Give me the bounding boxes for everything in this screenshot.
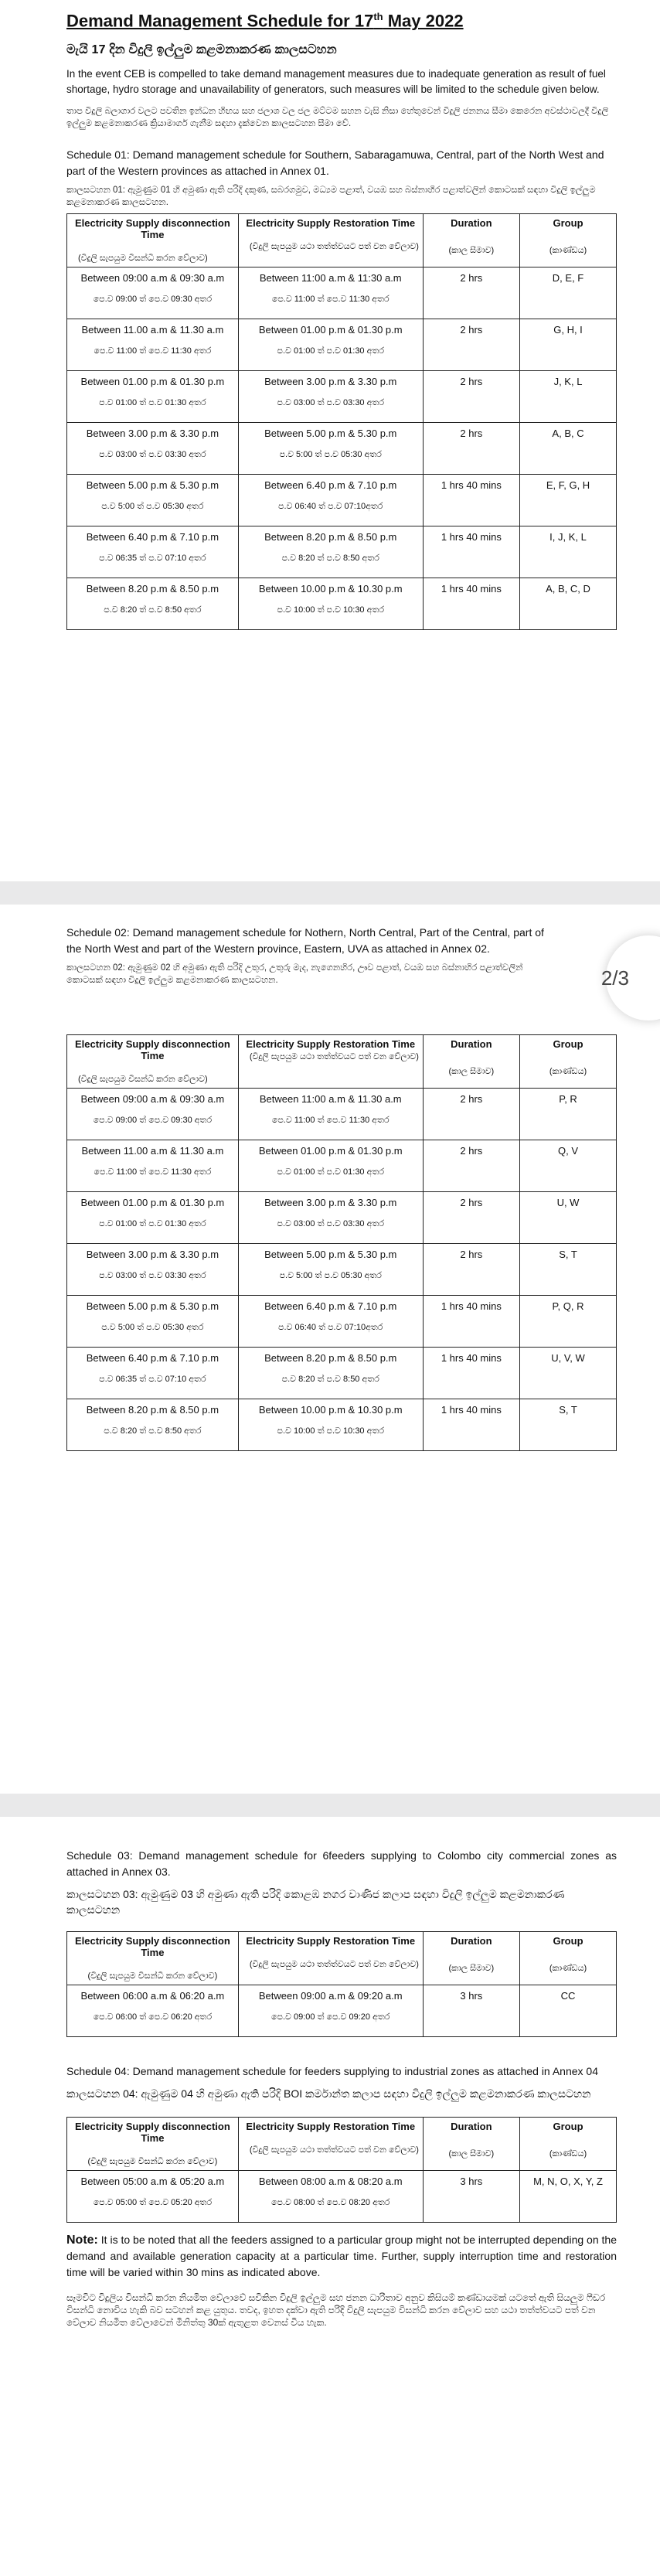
duration-cell-text: 2 hrs [460,1197,483,1208]
restore-cell-text: Between 3.00 p.m & 3.30 p.m [264,376,397,388]
schedule-2-heading-sinhala: කාලසටහන 02: ඇමුණුම 02 හි අමුණා ඇති පරිදි උතුර, උතුරු මැද, නැගෙනහිර, ඌව පළාත්, වයඹ සහ බස්නාහිර පළාත්වලින් කොටසක් සඳහා විදුලි ඉල්ලුම කළමනාකරණ කාලසටහන. [66,963,523,985]
group-cell [520,319,617,371]
disconnect-cell-text: Between 6.40 p.m & 7.10 p.m [86,1352,219,1364]
restore-cell [238,319,423,371]
duration-cell-text: 1 hrs 40 mins [441,479,502,492]
restore-cell-text: Between 10.00 p.m & 10.30 p.m [258,583,403,595]
disconnect-cell-sinhala: ප.ව 01:00 ත් ප.ව 01:30 අතර [99,1219,206,1228]
disconnect-cell-text: Between 01.00 p.m & 01.30 p.m [80,376,225,388]
disconnect-cell [67,1348,239,1399]
schedule-2-table [66,1034,617,1451]
schedule-3-heading-sinhala: කාලසටහන 03: ඇමුණුම 03 හි අමුණා ඇති පරිදි කොළඹ නගර වාණිජ කලාප සඳහා විදුලි ඉල්ලුම කළමනාකරණ කාලසටහන [66,1888,565,1916]
note-label: Note: [66,2234,98,2247]
disconnect-cell-sinhala: ප.ව 5:00 ත් ප.ව 05:30 අතර [101,1323,204,1332]
group-cell [520,1296,617,1348]
restore-cell-sinhala: පෙ.ව 09:00 ත් පෙ.ව 09:20 අතර [271,2012,390,2022]
disconnect-cell-text: Between 01.00 p.m & 01.30 p.m [80,1197,225,1208]
disconnect-cell-text: Between 09:00 a.m & 09:30 a.m [80,1093,225,1105]
disconnect-cell-text: Between 09:00 a.m & 09:30 a.m [80,272,225,285]
group-cell-text: U, W [556,1197,580,1208]
schedule-4-heading: Schedule 04: Demand management schedule for feeders supplying to industrial zones as attached in Annex 04 [66,2065,598,2077]
group-cell-text: A, B, C, D [546,583,590,595]
header-group: Group (කාණ්ඩය) [520,214,617,267]
table-row [67,1192,617,1244]
duration-cell [423,1089,519,1140]
intro-sinhala: තාප විදුලි බලාගාර වලට පවතින ඉන්ධන හිඟය සහ ජලාශ වල ජල මට්ටම සහන වැසි නිසා හේතුවෙන් විදුලි ජනනය සීමා කෙරෙන අවස්ථාවලදී විදුලි ඉල්ලුම කළමනාකරණ ක්‍රියාමාර්ග ගැනීම සඳහා දැක්වෙන කාලසටහන සීමා වේ. [66,107,609,129]
restore-cell-text: Between 6.40 p.m & 7.10 p.m [264,479,397,492]
disconnect-cell-text: Between 05:00 a.m & 05:20 a.m [80,2176,225,2187]
schedule-4-body [67,2171,617,2223]
page-2-content [66,1030,617,1451]
duration-cell-text: 2 hrs [460,272,483,285]
restore-cell-sinhala: පෙ.ව 11:00 ත් පෙ.ව 11:30 අතර [271,295,390,305]
duration-cell [423,1296,519,1348]
disconnect-cell-sinhala: ප.ව 01:00 ත් ප.ව 01:30 අතර [99,398,206,408]
note-paragraph [66,2232,617,2281]
duration-cell-text: 1 hrs 40 mins [441,583,502,595]
disconnect-cell [67,1399,239,1451]
table-row [67,1089,617,1140]
restore-cell-sinhala: ප.ව 03:00 ත් ප.ව 03:30 අතර [277,1219,384,1228]
restore-cell [238,1399,423,1451]
table-row [67,1399,617,1451]
group-cell-text: CC [560,1990,576,2002]
duration-cell-text: 2 hrs [460,1249,483,1260]
restore-cell [238,371,423,423]
disconnect-cell-sinhala: ප.ව 06:35 ත් ප.ව 07:10 අතර [99,554,206,564]
header-disconnect: Electricity Supply disconnection Time (විදුලි සැපයුම විසන්ධි කරන වේලාව) [67,2118,239,2171]
group-cell [520,2171,617,2223]
header-restore: Electricity Supply Restoration Time (විදුලි සැපයුම යථා තත්ත්වයට පත් වන වේලාව) [238,1932,423,1985]
disconnect-cell [67,267,239,319]
duration-cell [423,1399,519,1451]
duration-cell-text: 2 hrs [460,1093,483,1105]
restore-cell-text: Between 6.40 p.m & 7.10 p.m [264,1300,397,1312]
schedule-3-body [67,1985,617,2037]
table-row [67,267,617,319]
disconnect-cell [67,371,239,423]
schedule-2-body [67,1089,617,1451]
disconnect-cell-text: Between 3.00 p.m & 3.30 p.m [86,1249,219,1260]
duration-cell [423,1140,519,1192]
duration-cell [423,2171,519,2223]
table-row [67,578,617,630]
page-2-heading [66,925,546,986]
disconnect-cell [67,1985,239,2037]
table-row [67,526,617,578]
group-cell [520,526,617,578]
group-cell-text: S, T [559,1404,577,1416]
duration-cell [423,371,519,423]
restore-cell-text: Between 09:00 a.m & 09:20 a.m [258,1990,403,2002]
duration-cell [423,475,519,526]
duration-cell-text: 2 hrs [460,428,483,440]
group-cell-text: J, K, L [553,376,583,388]
disconnect-cell-sinhala: පෙ.ව 09:00 ත් පෙ.ව 09:30 අතර [93,295,213,305]
restore-cell-text: Between 10.00 p.m & 10.30 p.m [258,1404,403,1416]
group-cell [520,423,617,475]
disconnect-cell-sinhala: පෙ.ව 09:00 ත් පෙ.ව 09:30 අතර [93,1116,213,1125]
duration-cell [423,526,519,578]
restore-cell [238,526,423,578]
restore-cell [238,475,423,526]
restore-cell [238,423,423,475]
duration-cell [423,1348,519,1399]
group-cell-text: P, Q, R [552,1300,584,1312]
restore-cell-text: Between 8.20 p.m & 8.50 p.m [264,1352,397,1364]
group-cell-text: P, R [559,1093,577,1105]
document-page-3 [0,1817,660,2576]
group-cell [520,1244,617,1296]
table-row [67,475,617,526]
disconnect-cell [67,1089,239,1140]
group-cell-text: E, F, G, H [546,479,590,492]
restore-cell [238,578,423,630]
group-cell [520,578,617,630]
restore-cell-text: Between 01.00 p.m & 01.30 p.m [258,324,403,336]
duration-cell-text: 1 hrs 40 mins [441,1352,502,1364]
restore-cell [238,1244,423,1296]
schedule-4-heading-sinhala: කාලසටහන 04: ඇමුණුම 04 හි අමුණා ඇති පරිදි BOI කර්මාන්ත කලාප සඳහා විදුලි ඉල්ලුම කළමනාකරණ කාලසටහන [66,2087,591,2100]
table-row [67,1985,617,2037]
duration-cell [423,319,519,371]
group-cell-text: S, T [559,1249,577,1260]
restore-cell [238,1985,423,2037]
schedule-1-body [67,267,617,630]
disconnect-cell-sinhala: පෙ.ව 05:00 ත් පෙ.ව 05:20 අතර [93,2198,213,2207]
header-restore: Electricity Supply Restoration Time (විදුලි සැපයුම යථා තත්ත්වයට පත් වන වේලාව) [238,1035,423,1089]
restore-cell-sinhala: ප.ව 8:20 ත් ප.ව 8:50 අතර [281,1375,379,1384]
restore-cell-text: Between 01.00 p.m & 01.30 p.m [258,1145,403,1157]
header-duration: Duration (කාල සීමාව) [423,1035,519,1089]
group-cell [520,1192,617,1244]
page-1-content [66,11,617,630]
group-cell [520,1399,617,1451]
duration-cell-text: 2 hrs [460,376,483,388]
table-row [67,1244,617,1296]
group-cell [520,1140,617,1192]
group-cell [520,1348,617,1399]
header-group: Group (කාණ්ඩය) [520,2118,617,2171]
disconnect-cell [67,526,239,578]
note-sinhala: සෑමවිට විදුලිය විසන්ධි කරන නියමිත වේලාවේ සවිකින විදුලි ඉල්ලුම සහ ජනන ධාරිතාව අනුව කිසියම් කණ්ඩායමක් යටතේ ඇති සියලුම ෆීඩර විසන්ධි නොවිය හැකි බව සටහන් කළ යුතුය. තවද, ඉහත දක්වා ඇති පරිදි විදුලි සැපයුම විසන්ධි කරන වේලාව සහ යථා තත්ත්වයට පත් වන වේලාව නියමිත වේලාවෙන් මිනිත්තු 30ක් ඇතුළත වෙනස් විය හැක. [66,2292,606,2328]
group-cell [520,371,617,423]
duration-cell-text: 1 hrs 40 mins [441,1404,502,1416]
disconnect-cell-text: Between 8.20 p.m & 8.50 p.m [86,1404,219,1416]
disconnect-cell-text: Between 11.00 a.m & 11.30 a.m [81,1145,224,1157]
group-cell-text: U, V, W [551,1352,585,1364]
restore-cell-sinhala: ප.ව 01:00 ත් ප.ව 01:30 අතර [277,346,384,356]
header-duration: Duration (කාල සීමාව) [423,1932,519,1985]
group-cell-text: A, B, C [552,428,584,440]
disconnect-cell-text: Between 11.00 a.m & 11.30 a.m [81,324,224,336]
note-text: It is to be noted that all the feeders assigned to a particular group might not be interrupted depending on the demand and available generation capacity at a particular time. Further, supply interruption time and restoration time will be varied within 30 mins as indicated above. [66,2234,617,2278]
restore-cell-sinhala: ප.ව 10:00 ත් ප.ව 10:30 අතර [277,605,384,615]
disconnect-cell [67,475,239,526]
duration-cell [423,1244,519,1296]
restore-cell-sinhala: පෙ.ව 08:00 ත් පෙ.ව 08:20 අතර [271,2198,390,2207]
restore-cell-text: Between 11:00 a.m & 11:30 a.m [259,272,402,285]
restore-cell [238,1089,423,1140]
restore-cell-sinhala: ප.ව 06:40 ත් ප.ව 07:10අතර [278,502,383,512]
disconnect-cell [67,1140,239,1192]
disconnect-cell-sinhala: ප.ව 03:00 ත් ප.ව 03:30 අතර [99,450,206,460]
header-duration: Duration (කාල සීමාව) [423,214,519,267]
disconnect-cell-sinhala: ප.ව 03:00 ත් ප.ව 03:30 අතර [99,1271,206,1280]
duration-cell [423,1192,519,1244]
page-indicator: 2/3 [600,966,629,990]
header-group: Group (කාණ්ඩය) [520,1035,617,1089]
schedule-3-table [66,1931,617,2037]
table-row [67,1348,617,1399]
disconnect-cell-text: Between 6.40 p.m & 7.10 p.m [86,531,219,543]
duration-cell-text: 2 hrs [460,1145,483,1157]
duration-cell-text: 1 hrs 40 mins [441,1300,502,1312]
restore-cell-sinhala: ප.ව 8:20 ත් ප.ව 8:50 අතර [281,554,379,564]
restore-cell-sinhala: පෙ.ව 11:00 ත් පෙ.ව 11:30 අතර [271,1116,390,1125]
disconnect-cell [67,1192,239,1244]
restore-cell-sinhala: ප.ව 01:00 ත් ප.ව 01:30 අතර [277,1167,384,1177]
table-header-row [67,1035,617,1089]
schedule-4-table [66,2117,617,2223]
disconnect-cell-text: Between 5.00 p.m & 5.30 p.m [86,1300,219,1312]
group-cell-text: I, J, K, L [549,531,587,543]
schedule-1-table [66,213,617,630]
duration-cell [423,267,519,319]
header-duration: Duration (කාල සීමාව) [423,2118,519,2171]
disconnect-cell [67,2171,239,2223]
schedule-1-heading-sinhala: කාලසටහන 01: ඇමුණුම 01 හි අමුණා ඇති පරිදි දකුණ, සබරගමුව, මධ්‍යම පළාත්, වයඹ සහ බස්නාහිර පළාත්වලින් කොටසක් සඳහා විදුලි ඉල්ලුම කළමනාකරණ කාලසටහන. [66,186,596,208]
group-cell [520,267,617,319]
duration-cell [423,578,519,630]
group-cell [520,1089,617,1140]
header-restore: Electricity Supply Restoration Time (විදුලි සැපයුම යථා තත්ත්වයට පත් වන වේලාව) [238,2118,423,2171]
header-disconnect: Electricity Supply disconnection Time (විදුලි සැපයුම විසන්ධි කරන වේලාව) [67,214,239,267]
restore-cell-text: Between 08:00 a.m & 08:20 a.m [258,2176,403,2187]
page-title-sinhala: මැයි 17 දින විදුලි ඉල්ලුම කළමනාකරණ කාලසටහන [66,43,337,57]
table-row [67,371,617,423]
header-disconnect: Electricity Supply disconnection Time (විදුලි සැපයුම විසන්ධි කරන වේලාව) [67,1932,239,1985]
table-header-row [67,2118,617,2171]
disconnect-cell-text: Between 3.00 p.m & 3.30 p.m [86,428,219,440]
intro-english: In the event CEB is compelled to take demand management measures due to inadequate generation as result of fuel shortage, hydro storage and unavailability of generators, such measures will be limited to the schedule given below. [66,68,606,96]
header-disconnect: Electricity Supply disconnection Time (විදුලි සැපයුම විසන්ධි කරන වේලාව) [67,1035,239,1089]
header-group: Group (කාණ්ඩය) [520,1932,617,1985]
restore-cell-text: Between 5.00 p.m & 5.30 p.m [264,428,397,440]
disconnect-cell-sinhala: පෙ.ව 11:00 ත් පෙ.ව 11:30 අතර [94,1167,212,1177]
disconnect-cell-sinhala: ප.ව 5:00 ත් ප.ව 05:30 අතර [101,502,204,512]
table-row [67,2171,617,2223]
disconnect-cell-text: Between 8.20 p.m & 8.50 p.m [86,583,219,595]
header-restore: Electricity Supply Restoration Time (විදුලි සැපයුම යථා තත්ත්වයට පත් වන වේලාව) [238,214,423,267]
disconnect-cell [67,423,239,475]
disconnect-cell-sinhala: ප.ව 06:35 ත් ප.ව 07:10 අතර [99,1375,206,1384]
restore-cell-text: Between 3.00 p.m & 3.30 p.m [264,1197,397,1208]
group-cell-text: M, N, O, X, Y, Z [533,2176,603,2187]
page-title: Demand Management Schedule for 17th May 2022 [66,11,464,31]
duration-cell-text: 2 hrs [460,324,483,336]
group-cell-text: D, E, F [552,272,584,285]
document-page-1 [0,0,660,881]
schedule-3-heading: Schedule 03: Demand management schedule for 6feeders supplying to Colombo city commercial zones as attached in Annex 03. [66,1849,617,1878]
table-row [67,1296,617,1348]
restore-cell-sinhala: ප.ව 10:00 ත් ප.ව 10:30 අතර [277,1426,384,1436]
disconnect-cell [67,1244,239,1296]
disconnect-cell-sinhala: පෙ.ව 06:00 ත් පෙ.ව 06:20 අතර [93,2012,213,2022]
duration-cell [423,1985,519,2037]
restore-cell-text: Between 11:00 a.m & 11.30 a.m [259,1093,402,1105]
disconnect-cell-sinhala: පෙ.ව 11:00 ත් පෙ.ව 11:30 අතර [94,346,212,356]
duration-cell [423,423,519,475]
duration-cell-text: 3 hrs [460,2176,483,2187]
group-cell [520,1985,617,2037]
restore-cell [238,2171,423,2223]
restore-cell-text: Between 8.20 p.m & 8.50 p.m [264,531,397,543]
table-row [67,319,617,371]
group-cell-text: Q, V [558,1145,579,1157]
table-row [67,1140,617,1192]
disconnect-cell-sinhala: ප.ව 8:20 ත් ප.ව 8:50 අතර [104,1426,202,1436]
table-header-row [67,1932,617,1985]
page-3-content [66,1848,617,2329]
disconnect-cell-text: Between 06:00 a.m & 06:20 a.m [80,1990,225,2002]
duration-cell-text: 3 hrs [460,1990,483,2002]
group-cell [520,475,617,526]
restore-cell [238,1192,423,1244]
disconnect-cell [67,319,239,371]
restore-cell-sinhala: ප.ව 5:00 ත් ප.ව 05:30 අතර [279,450,382,460]
schedule-1-heading: Schedule 01: Demand management schedule for Southern, Sabaragamuwa, Central, part of the North West and part of the Western provinces as attached in Annex 01. [66,148,604,178]
restore-cell [238,267,423,319]
disconnect-cell-text: Between 5.00 p.m & 5.30 p.m [86,479,219,492]
restore-cell [238,1348,423,1399]
schedule-2-heading: Schedule 02: Demand management schedule for Nothern, North Central, Part of the Central, part of the North West and part of the Western province, Eastern, UVA as attached in Annex 02. [66,926,544,955]
disconnect-cell [67,578,239,630]
restore-cell-sinhala: ප.ව 03:00 ත් ප.ව 03:30 අතර [277,398,384,408]
group-cell-text: G, H, I [553,324,583,336]
table-row [67,423,617,475]
document-page-2 [0,905,660,1794]
duration-cell-text: 1 hrs 40 mins [441,531,502,543]
restore-cell [238,1140,423,1192]
restore-cell-sinhala: ප.ව 5:00 ත් ප.ව 05:30 අතර [279,1271,382,1280]
disconnect-cell [67,1296,239,1348]
restore-cell [238,1296,423,1348]
disconnect-cell-sinhala: ප.ව 8:20 ත් ප.ව 8:50 අතර [104,605,202,615]
table-header-row [67,214,617,267]
restore-cell-text: Between 5.00 p.m & 5.30 p.m [264,1249,397,1260]
restore-cell-sinhala: ප.ව 06:40 ත් ප.ව 07:10අතර [278,1323,383,1332]
